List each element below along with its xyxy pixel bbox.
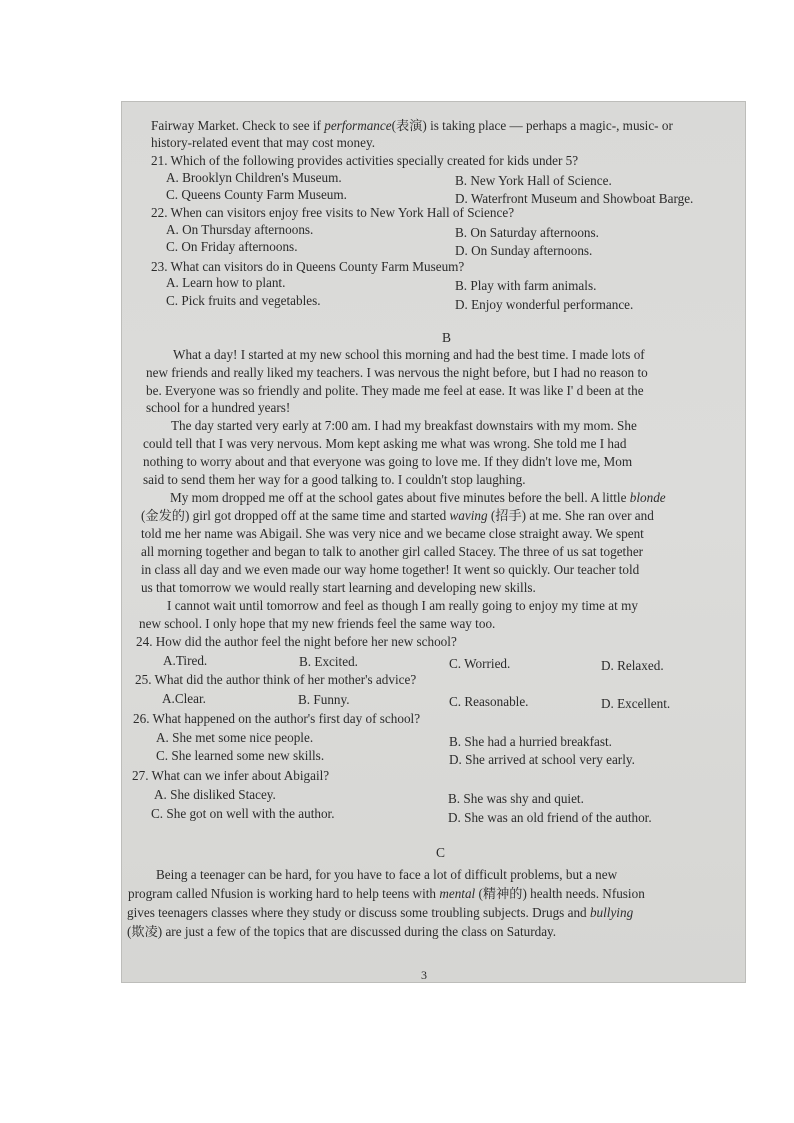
b-p3-text: (招手) at me. She ran over and — [487, 508, 654, 523]
q24-option-b: B. Excited. — [299, 654, 358, 669]
question-22: 22. When can visitors enjoy free visits to New York Hall of Science? — [151, 205, 515, 220]
c-text: gives teenagers classes where they study or discuss some troubling subjects. Drugs and — [127, 905, 590, 920]
c-line-1: Being a teenager can be hard, for you have to face a lot of difficult problems, but a new — [156, 867, 618, 882]
b-p2-line: said to send them her way for a good talking to. I couldn't stop laughing. — [143, 472, 526, 487]
question-26: 26. What happened on the author's first day of school? — [133, 711, 421, 726]
b-p3-line-1 — [170, 490, 666, 506]
q24-option-d: D. Relaxed. — [601, 658, 664, 673]
q22-option-a: A. On Thursday afternoons. — [166, 222, 314, 237]
q25-option-b: B. Funny. — [298, 692, 350, 707]
q26-option-a: A. She met some nice people. — [156, 730, 314, 745]
q27-option-d: D. She was an old friend of the author. — [448, 810, 652, 825]
q23-option-d: D. Enjoy wonderful performance. — [455, 297, 634, 312]
q27-option-c: C. She got on well with the author. — [151, 806, 335, 821]
q23-option-b: B. Play with farm animals. — [455, 278, 597, 293]
question-27: 27. What can we infer about Abigail? — [132, 768, 330, 783]
q26-option-b: B. She had a hurried breakfast. — [449, 734, 612, 749]
b-p3-text: My mom dropped me off at the school gates about five minutes before the bell. A little — [170, 490, 630, 505]
b-p1-line: What a day! I started at my new school this morning and had the best time. I made lots of — [173, 347, 645, 362]
intro-italic: performance — [324, 118, 392, 133]
b-p4-line: I cannot wait until tomorrow and feel as though I am really going to enjoy my time at my — [167, 598, 638, 613]
question-21: 21. Which of the following provides activities specially created for kids under 5? — [151, 153, 579, 168]
q21-option-d: D. Waterfront Museum and Showboat Barge. — [455, 191, 694, 206]
b-p4-line: new school. I only hope that my new friends feel the same way too. — [139, 616, 496, 631]
c-text: program called Nfusion is working hard to help teens with — [128, 886, 440, 901]
q23-option-a: A. Learn how to plant. — [166, 275, 286, 290]
q26-option-c: C. She learned some new skills. — [156, 748, 325, 763]
section-b-heading: B — [442, 330, 452, 345]
exam-page — [121, 101, 746, 983]
b-p3-text: (金发的) girl got dropped off at the same time and started — [141, 508, 450, 523]
c-text: (精神的) health needs. Nfusion — [475, 886, 645, 901]
q27-option-b: B. She was shy and quiet. — [448, 791, 584, 806]
q25-option-c: C. Reasonable. — [449, 694, 529, 709]
q25-option-a: A.Clear. — [162, 691, 206, 706]
q23-option-c: C. Pick fruits and vegetables. — [166, 293, 321, 308]
b-p2-line: could tell that I was very nervous. Mom kept asking me what was wrong. She told me I had — [143, 436, 627, 451]
q22-option-b: B. On Saturday afternoons. — [455, 225, 599, 240]
page-number: 3 — [421, 968, 427, 982]
q22-option-d: D. On Sunday afternoons. — [455, 243, 593, 258]
q24-option-a: A.Tired. — [163, 653, 208, 668]
c-line-4: (欺凌) are just a few of the topics that are discussed during the class on Saturday. — [127, 924, 557, 939]
intro-line-1 — [151, 118, 673, 134]
b-p3-line-2 — [141, 508, 654, 524]
q21-option-a: A. Brooklyn Children's Museum. — [166, 170, 342, 185]
q21-option-c: C. Queens County Farm Museum. — [166, 187, 347, 202]
b-p3-italic: waving — [449, 508, 488, 523]
b-p3-line: us that tomorrow we would really start learning and developing new skills. — [141, 580, 536, 595]
b-p1-line: be. Everyone was so friendly and polite. They made me feel at ease. It was like I' d been at the — [146, 383, 644, 398]
b-p3-line: in class all day and we even made our way home together! It went so quickly. Our teacher told — [141, 562, 640, 577]
c-italic: mental — [439, 886, 476, 901]
b-p3-line: told me her name was Abigail. She was very nice and we became close straight away. We spent — [141, 526, 644, 541]
b-p2-line: nothing to worry about and that everyone was going to love me. If they didn't love me, Mom — [143, 454, 633, 469]
b-p3-line: all morning together and began to talk to another girl called Stacey. The three of us sat together — [141, 544, 644, 559]
c-line-3 — [127, 905, 633, 921]
b-p1-line: new friends and really liked my teachers. I was nervous the night before, but I had no reason to — [146, 365, 648, 380]
q25-option-d: D. Excellent. — [601, 696, 671, 711]
q22-option-c: C. On Friday afternoons. — [166, 239, 298, 254]
b-p2-line: The day started very early at 7:00 am. I had my breakfast downstairs with my mom. She — [171, 418, 637, 433]
question-24: 24. How did the author feel the night before her new school? — [136, 634, 457, 649]
b-p3-italic: blonde — [629, 490, 666, 505]
b-p1-line: school for a hundred years! — [146, 400, 291, 415]
q21-option-b: B. New York Hall of Science. — [455, 173, 612, 188]
question-23: 23. What can visitors do in Queens County Farm Museum? — [151, 259, 465, 274]
intro-text: (表演) is taking place — perhaps a magic-, music- or — [391, 118, 673, 133]
c-line-2 — [128, 886, 645, 902]
q24-option-c: C. Worried. — [449, 656, 511, 671]
section-c-heading: C — [436, 845, 446, 860]
q27-option-a: A. She disliked Stacey. — [154, 787, 276, 802]
c-italic: bullying — [589, 905, 634, 920]
intro-text: Fairway Market. Check to see if — [151, 118, 325, 133]
q26-option-d: D. She arrived at school very early. — [449, 752, 635, 767]
question-25: 25. What did the author think of her mother's advice? — [135, 672, 417, 687]
intro-line-2: history-related event that may cost money. — [151, 135, 375, 150]
